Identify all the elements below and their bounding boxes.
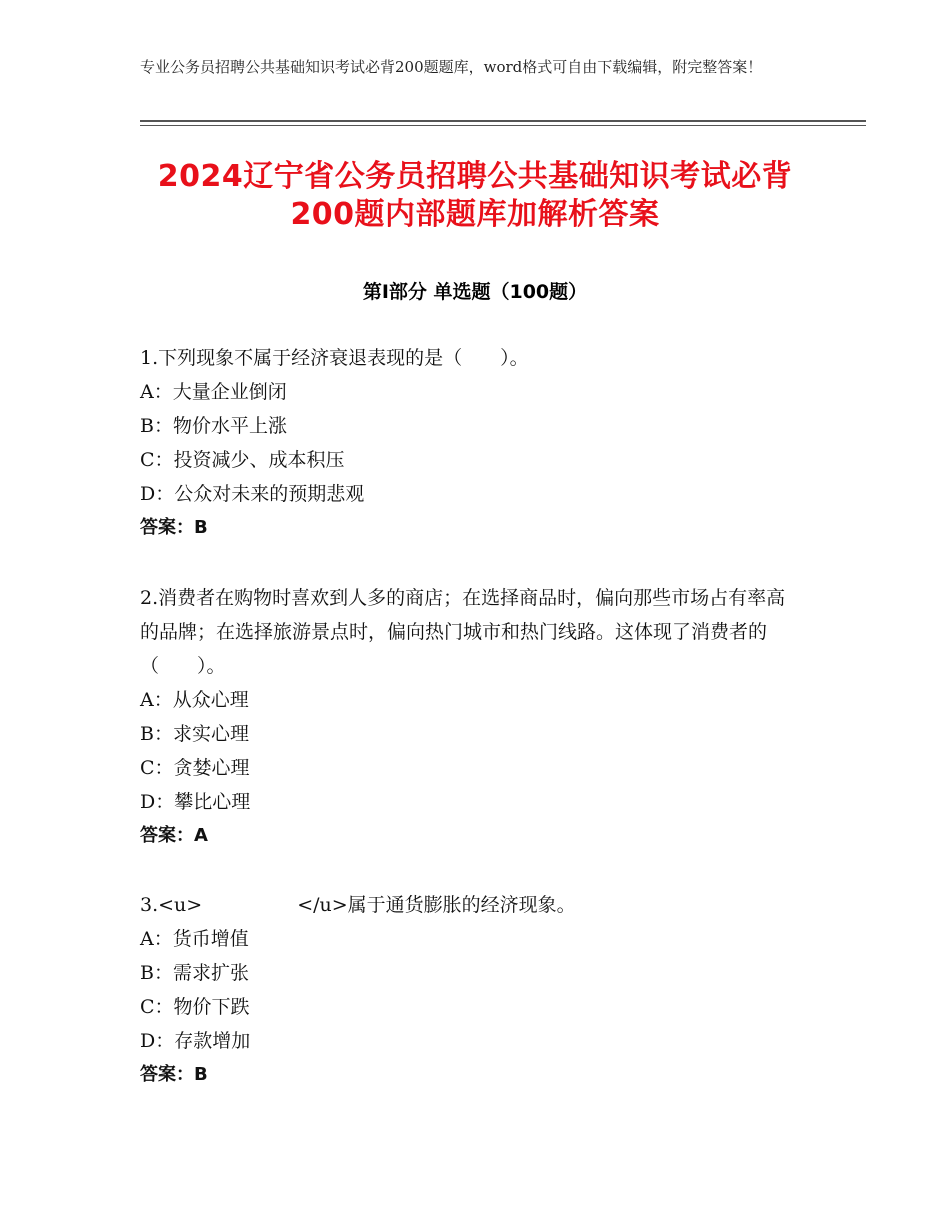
option-b: B：求实心理 (140, 723, 249, 745)
option-c: C：贪婪心理 (140, 757, 250, 779)
question-2 (140, 581, 800, 853)
option-b: B：物价水平上涨 (140, 415, 287, 437)
option-c: C：物价下跌 (140, 996, 250, 1018)
question-3 (140, 888, 800, 1092)
option-d: D：公众对未来的预期悲观 (140, 483, 365, 505)
question-stem: 3.<u> </u>属于通货膨胀的经济现象。 (140, 894, 576, 916)
document-title: 2024辽宁省公务员招聘公共基础知识考试必背200题内部题库加解析答案 (157, 159, 793, 232)
section-heading: 第Ⅰ部分 单选题（100题） (362, 281, 588, 303)
answer: 答案：A (140, 825, 208, 846)
option-a: A：货币增值 (140, 928, 249, 950)
answer: 答案：B (140, 1064, 208, 1085)
question-stem: 2.消费者在购物时喜欢到人多的商店；在选择商品时，偏向那些市场占有率高的品牌；在选择旅游景点时，偏向热门城市和热门线路。这体现了消费者的（ ）。 (140, 587, 786, 677)
header-divider-thick (140, 120, 866, 122)
option-a: A：大量企业倒闭 (140, 381, 287, 403)
answer: 答案：B (140, 517, 208, 538)
option-a: A：从众心理 (140, 689, 249, 711)
option-c: C：投资减少、成本积压 (140, 449, 345, 471)
option-d: D：攀比心理 (140, 791, 251, 813)
option-d: D：存款增加 (140, 1030, 251, 1052)
header-note: 专业公务员招聘公共基础知识考试必背200题题库，word格式可自由下载编辑，附完整答案！ (140, 58, 763, 76)
header-divider-thin (140, 125, 866, 126)
question-1 (140, 341, 800, 545)
question-stem: 1.下列现象不属于经济衰退表现的是（ ）。 (140, 347, 529, 369)
option-b: B：需求扩张 (140, 962, 249, 984)
